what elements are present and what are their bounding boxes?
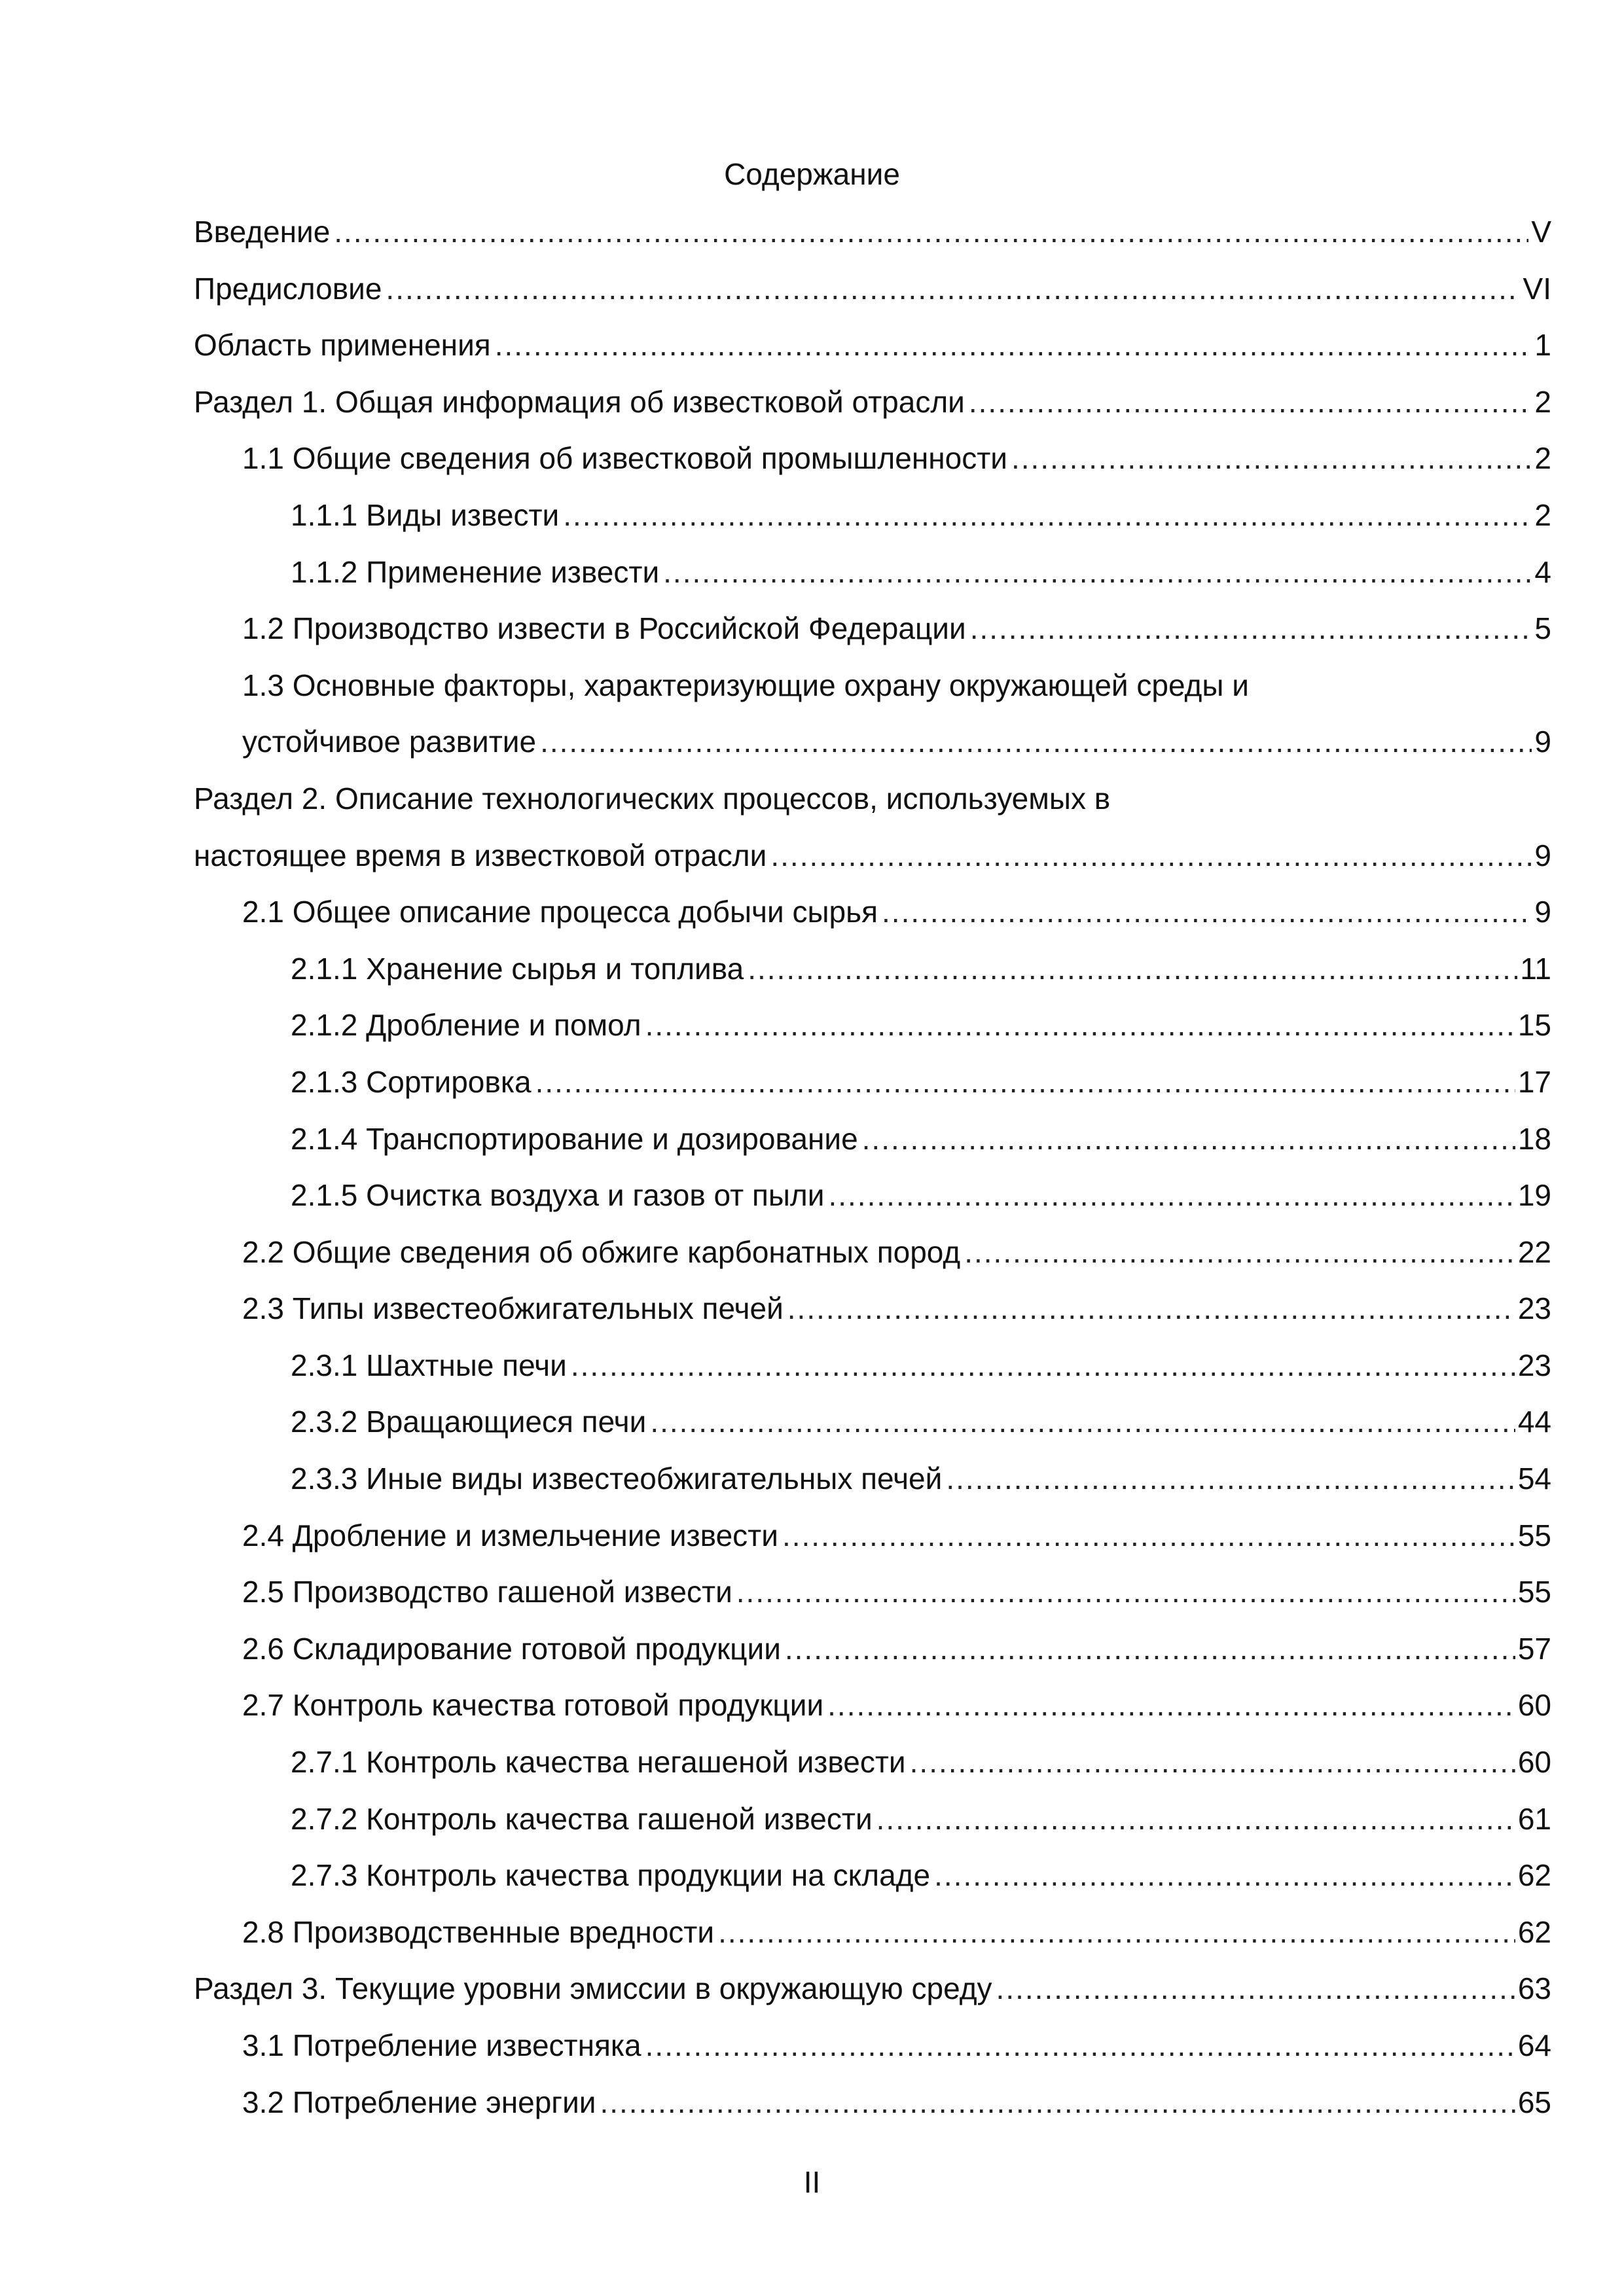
- dot-leader: [1011, 430, 1532, 487]
- dot-leader: [563, 487, 1532, 544]
- toc-entry-section-1[interactable]: [194, 374, 1551, 431]
- toc-entry-title: Введение: [194, 215, 331, 249]
- toc-entry-page: VI: [1523, 271, 1551, 306]
- toc-entry-3-2[interactable]: [194, 2074, 1551, 2131]
- toc-entry-title: 2.1.5 Очистка воздуха и газов от пыли: [291, 1178, 825, 1213]
- toc-entry-2-8[interactable]: [194, 1904, 1551, 1961]
- toc-entry-title: Область применения: [194, 328, 491, 363]
- toc-entry-title: 2.7.3 Контроль качества продукции на складе: [291, 1858, 931, 1893]
- toc-entry-2-1-5[interactable]: [194, 1167, 1551, 1224]
- toc-entry-page: 23: [1517, 1348, 1551, 1382]
- toc-entry-2-7-2[interactable]: [194, 1791, 1551, 1848]
- dot-leader: [645, 2017, 1515, 2074]
- toc-entry-1-1[interactable]: [194, 430, 1551, 487]
- dot-leader: [748, 941, 1517, 997]
- dot-leader: [334, 204, 1528, 260]
- dot-leader: [718, 1904, 1515, 1961]
- toc-entry-title: Предисловие: [194, 271, 382, 306]
- toc-entry-page: 64: [1517, 2028, 1551, 2062]
- toc-entry-page: 19: [1517, 1178, 1551, 1213]
- toc-entry-title: 2.7.2 Контроль качества гашеной извести: [291, 1801, 873, 1836]
- toc-entry-title: 3.2 Потребление энергии: [242, 2085, 596, 2119]
- toc-entry-title-line-2: устойчивое развитие: [242, 725, 537, 759]
- dot-leader: [969, 374, 1532, 431]
- toc-entry-2-3-1[interactable]: [194, 1337, 1551, 1394]
- toc-entry-page: 65: [1517, 2085, 1551, 2119]
- toc-entry-title: 2.3.3 Иные виды известеобжигательных печей: [291, 1462, 943, 1496]
- toc-entry-2-1-3[interactable]: [194, 1054, 1551, 1111]
- dot-leader: [782, 1507, 1515, 1564]
- toc-entry-1-2[interactable]: [194, 600, 1551, 657]
- toc-entry-1-1-2[interactable]: [194, 544, 1551, 601]
- toc-entry-introduction[interactable]: [194, 204, 1551, 260]
- toc-entry-2-4[interactable]: [194, 1507, 1551, 1564]
- toc-entry-title: 2.1.4 Транспортирование и дозирование: [291, 1121, 858, 1156]
- dot-leader: [996, 1960, 1515, 2017]
- toc-entry-title: 2.7.1 Контроль качества негашеной извести: [291, 1745, 906, 1780]
- toc-entry-1-1-1[interactable]: [194, 487, 1551, 544]
- dot-leader: [882, 884, 1532, 941]
- page-title: Содержание: [724, 157, 900, 191]
- toc-entry-page: 62: [1517, 1858, 1551, 1893]
- dot-leader: [600, 2074, 1515, 2131]
- dot-leader: [535, 1054, 1515, 1111]
- toc-entry-2-1-1[interactable]: [194, 941, 1551, 997]
- toc-entry-2-3-3[interactable]: [194, 1450, 1551, 1507]
- dot-leader: [964, 1224, 1515, 1281]
- toc-entry-page: 9: [1534, 838, 1551, 872]
- toc-entry-2-2[interactable]: [194, 1224, 1551, 1281]
- table-of-contents: [194, 204, 1551, 2130]
- toc-entry-title: Раздел 3. Текущие уровни эмиссии в окружающую среду: [194, 1971, 992, 2006]
- toc-entry-scope[interactable]: [194, 317, 1551, 374]
- toc-entry-title: 2.4 Дробление и измельчение извести: [242, 1518, 778, 1552]
- toc-entry-page: 17: [1517, 1064, 1551, 1099]
- toc-entry-page: 2: [1534, 441, 1551, 476]
- toc-entry-page: 55: [1517, 1575, 1551, 1609]
- toc-entry-page: 57: [1517, 1631, 1551, 1666]
- toc-entry-page: 55: [1517, 1518, 1551, 1552]
- toc-entry-page: 44: [1517, 1405, 1551, 1439]
- toc-entry-2-3[interactable]: [194, 1280, 1551, 1337]
- toc-entry-2-1[interactable]: [194, 884, 1551, 941]
- dot-leader: [386, 260, 1520, 317]
- toc-entry-title: 2.2 Общие сведения об обжиге карбонатных пород: [242, 1234, 961, 1269]
- dot-leader: [770, 827, 1532, 884]
- toc-entry-2-1-4[interactable]: [194, 1111, 1551, 1168]
- toc-entry-page: 62: [1517, 1914, 1551, 1949]
- dot-leader: [934, 1847, 1515, 1904]
- toc-entry-page: 2: [1534, 384, 1551, 419]
- toc-entry-title-line-1: 1.3 Основные факторы, характеризующие охрану окружающей среды и: [242, 668, 1249, 702]
- toc-entry-title: 1.2 Производство извести в Российской Федерации: [242, 611, 966, 646]
- toc-entry-title: 2.3 Типы известеобжигательных печей: [242, 1291, 784, 1326]
- dot-leader: [736, 1564, 1515, 1621]
- dot-leader: [876, 1791, 1515, 1848]
- toc-entry-title: 1.1 Общие сведения об известковой промышленности: [242, 441, 1007, 476]
- toc-entry-title: 2.1 Общее описание процесса добычи сырья: [242, 895, 878, 929]
- toc-entry-page: 18: [1517, 1121, 1551, 1156]
- toc-entry-3-1[interactable]: [194, 2017, 1551, 2074]
- toc-entry-title: 2.3.2 Вращающиеся печи: [291, 1405, 647, 1439]
- toc-entry-section-2[interactable]: [194, 770, 1551, 884]
- toc-entry-2-1-2[interactable]: [194, 997, 1551, 1054]
- toc-entry-title: 1.1.1 Виды извести: [291, 497, 560, 532]
- dot-leader: [540, 713, 1532, 770]
- toc-entry-title: 2.8 Производственные вредности: [242, 1914, 715, 1949]
- toc-entry-page: 1: [1534, 328, 1551, 363]
- toc-entry-preface[interactable]: [194, 260, 1551, 317]
- page-number: II: [803, 2165, 821, 2199]
- toc-entry-title: 1.1.2 Применение извести: [291, 554, 660, 589]
- toc-entry-page: V: [1531, 215, 1551, 249]
- toc-entry-title: 3.1 Потребление известняка: [242, 2028, 641, 2062]
- dot-leader: [828, 1167, 1515, 1224]
- toc-entry-page: 15: [1517, 1008, 1551, 1043]
- toc-entry-2-3-2[interactable]: [194, 1393, 1551, 1450]
- toc-entry-title: 2.3.1 Шахтные печи: [291, 1348, 567, 1382]
- toc-entry-2-7-1[interactable]: [194, 1734, 1551, 1791]
- toc-entry-page: 5: [1534, 611, 1551, 646]
- dot-leader: [946, 1450, 1515, 1507]
- toc-entry-title: 2.7 Контроль качества готовой продукции: [242, 1688, 824, 1723]
- dot-leader: [495, 317, 1532, 374]
- toc-entry-page: 60: [1517, 1688, 1551, 1723]
- toc-entry-page: 54: [1517, 1462, 1551, 1496]
- toc-entry-page: 61: [1517, 1801, 1551, 1836]
- toc-entry-2-5[interactable]: [194, 1564, 1551, 1621]
- toc-entry-1-3[interactable]: [194, 657, 1551, 770]
- toc-entry-page: 11: [1520, 951, 1551, 986]
- toc-entry-2-6[interactable]: [194, 1621, 1551, 1677]
- toc-entry-title-line-1: Раздел 2. Описание технологических процессов, используемых в: [194, 781, 1111, 816]
- dot-leader: [785, 1621, 1515, 1677]
- dot-leader: [787, 1280, 1515, 1337]
- dot-leader: [827, 1677, 1515, 1734]
- toc-entry-page: 63: [1517, 1971, 1551, 2006]
- dot-leader: [970, 600, 1532, 657]
- toc-entry-title: Раздел 1. Общая информация об известковой отрасли: [194, 384, 965, 419]
- toc-entry-title: 2.1.1 Хранение сырья и топлива: [291, 951, 744, 986]
- toc-entry-title: 2.6 Складирование готовой продукции: [242, 1631, 781, 1666]
- toc-entry-title: 2.1.2 Дробление и помол: [291, 1008, 641, 1043]
- toc-entry-title: 2.1.3 Сортировка: [291, 1064, 532, 1099]
- toc-entry-page: 22: [1517, 1234, 1551, 1269]
- toc-entry-2-7-3[interactable]: [194, 1847, 1551, 1904]
- dot-leader: [862, 1111, 1515, 1168]
- toc-entry-page: 2: [1534, 497, 1551, 532]
- toc-entry-title-line-2: настоящее время в известковой отрасли: [194, 838, 767, 872]
- toc-entry-page: 60: [1517, 1745, 1551, 1780]
- toc-entry-page: 23: [1517, 1291, 1551, 1326]
- toc-entry-section-3[interactable]: [194, 1960, 1551, 2017]
- dot-leader: [645, 997, 1515, 1054]
- toc-entry-2-7[interactable]: [194, 1677, 1551, 1734]
- toc-entry-page: 4: [1534, 554, 1551, 589]
- dot-leader: [663, 544, 1532, 601]
- toc-entry-page: 9: [1534, 725, 1551, 759]
- dot-leader: [910, 1734, 1515, 1791]
- dot-leader: [650, 1393, 1515, 1450]
- toc-entry-title: 2.5 Производство гашеной извести: [242, 1575, 732, 1609]
- dot-leader: [571, 1337, 1515, 1394]
- toc-entry-page: 9: [1534, 895, 1551, 929]
